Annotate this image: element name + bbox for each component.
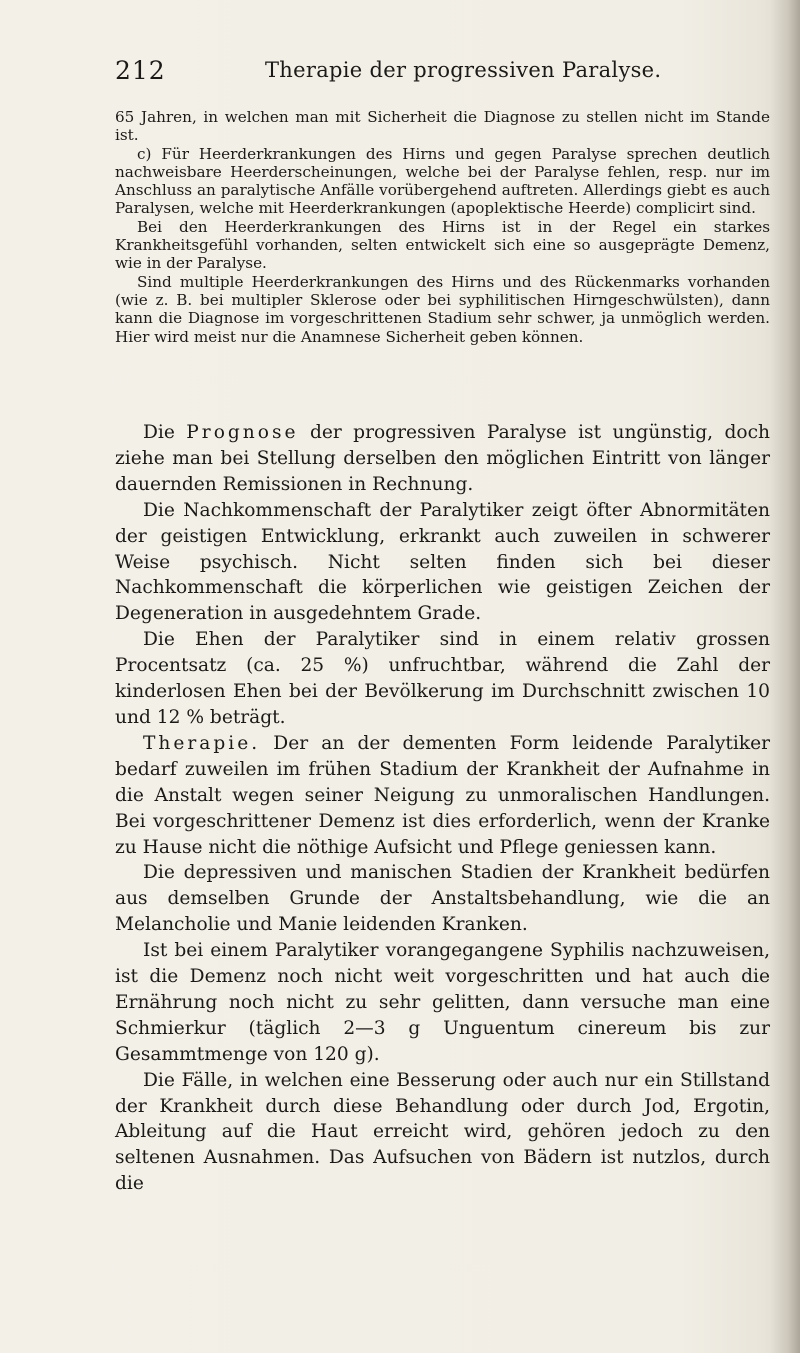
- paragraph-text: der progressiven Paralyse ist ungünstig, doch ziehe man bei Stellung derselben den möglichen Eintritt von länger dauernden Remissionen in Rechnung.: [115, 422, 770, 495]
- running-title: Therapie der progressiven Paralyse.: [265, 58, 662, 82]
- paragraph-text: Der an der dementen Form leidende Paralytiker bedarf zuweilen im frühen Stadium der Krankheit der Aufnahme in die Anstalt wegen seiner Neigung zu unmoralischen Handlungen. Bei vorgeschrittener Demenz ist dies erforderlich, wenn der Kranke zu Hause nicht die nöthige Aufsicht und Pflege geniessen kann.: [115, 732, 770, 858]
- paragraph: Die Ehen der Paralytiker sind in einem relativ grossen Procentsatz (ca. 25 %) unfruchtbar, während die Zahl der kinderlosen Ehen bei der Bevölkerung im Durchschnitt zwischen 10 und 12 % beträgt.: [115, 629, 770, 728]
- therapy-term: Therapie.: [143, 732, 261, 754]
- paragraph: Ist bei einem Paralytiker vorangegangene Syphilis nachzuweisen, ist die Demenz noch nicht weit vorgeschritten und hat auch die Ernährung noch nicht zu sehr gelitten, dann versuche man eine Schmierkur (täglich 2—3 g Unguentum cinereum bis zur Gesammtmenge von 120 g).: [115, 940, 770, 1065]
- paragraph-lead: Die: [143, 422, 187, 443]
- paragraph: Sind multiple Heerderkrankungen des Hirns und des Rückenmarks vorhanden (wie z. B. bei multipler Sklerose oder bei syphilitischen Hirngeschwülsten), dann kann die Diagnose im vorgeschrittenen Stadium sehr schwer, ja unmöglich werden. Hier wird meist nur die Anamnese Sicherheit geben können.: [115, 272, 770, 346]
- main-text-section: [115, 420, 770, 1197]
- paragraph: Bei den Heerderkrankungen des Hirns ist in der Regel ein starkes Krankheitsgefühl vorhanden, selten entwickelt sich eine so ausgeprägte Demenz, wie in der Paralyse.: [115, 217, 770, 273]
- paragraph: 65 Jahren, in welchen man mit Sicherheit die Diagnose zu stellen nicht im Stande ist.: [115, 108, 770, 145]
- paragraph: Die Nachkommenschaft der Paralytiker zeigt öfter Abnormitäten der geistigen Entwicklung, erkrankt auch zuweilen in schwerer Weise psychisch. Nicht selten finden sich bei dieser Nachkommenschaft die körperlichen wie geistigen Zeichen der Degeneration in ausgedehntem Grade.: [115, 499, 770, 625]
- page-header: [115, 56, 755, 90]
- paragraph: Die Fälle, in welchen eine Besserung oder auch nur ein Stillstand der Krankheit durch diese Behandlung oder durch Jod, Ergotin, Ableitung auf die Haut erreicht wird, gehören jedoch zu den seltenen Ausnahmen. Das Aufsuchen von Bädern ist nutzlos, durch die: [115, 1069, 770, 1195]
- prognosis-paragraph: [115, 420, 770, 498]
- paragraph: Die depressiven und manischen Stadien der Krankheit bedürfen aus demselben Grunde der Anstaltsbehandlung, wie die an Melancholie und Manie leidenden Kranken.: [115, 862, 770, 936]
- small-print-section: [115, 108, 770, 346]
- prognosis-term: Prognose: [186, 422, 299, 443]
- therapy-paragraph: [115, 731, 770, 861]
- page-edge-shadow: [770, 0, 800, 1353]
- paragraph: c) Für Heerderkrankungen des Hirns und gegen Paralyse sprechen deutlich nachweisbare Heerderscheinungen, welche bei der Paralyse fehlen, resp. nur im Anschluss an paralytische Anfälle vorübergehend auftreten. Allerdings giebt es auch Paralysen, welche mit Heerderkrankungen (apoplektische Heerde) complicirt sind.: [115, 144, 770, 218]
- page-number: 212: [115, 56, 166, 85]
